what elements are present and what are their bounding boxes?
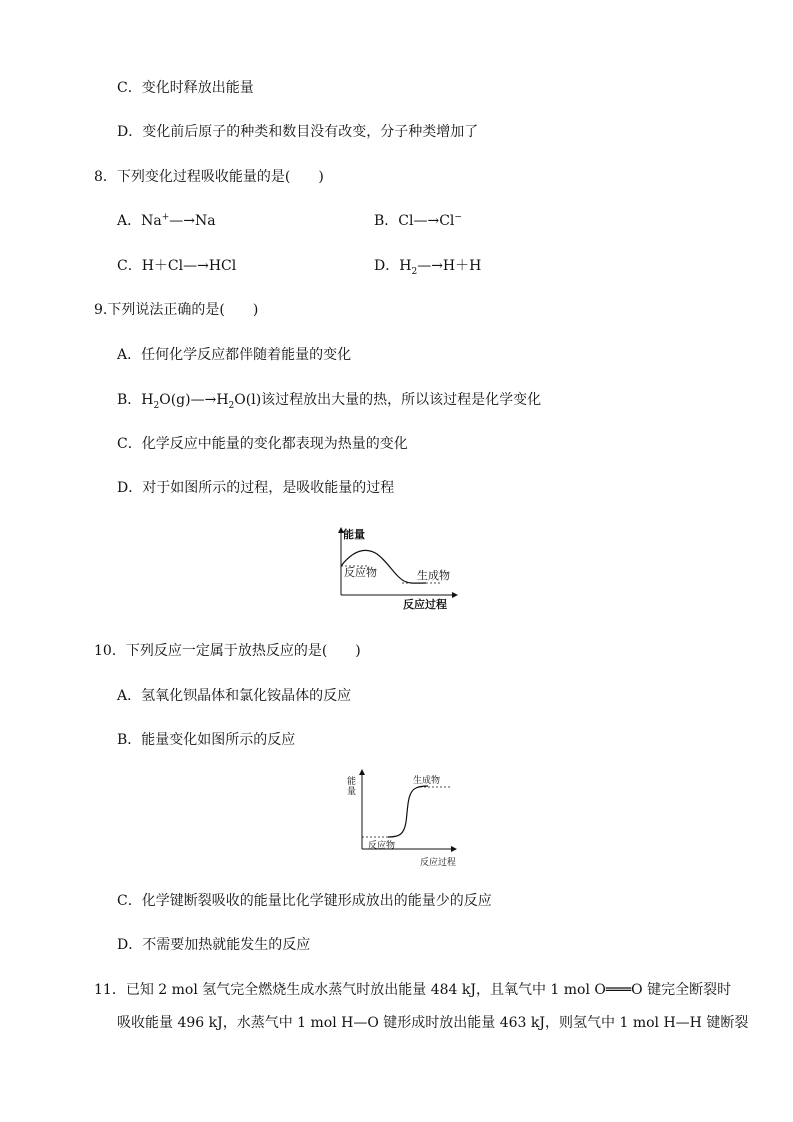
energy-diagram-2 xyxy=(344,766,469,874)
q7-option-d: D．变化前后原子的种类和数目没有改变，分子种类增加了 xyxy=(117,124,479,140)
q10-option-c: C．化学键断裂吸收的能量比化学键形成放出的能量少的反应 xyxy=(117,893,492,909)
q8-option-d: D．$H_2—\to H+H$ xyxy=(374,258,482,277)
y-axis-label-bottom: 量 xyxy=(347,787,357,797)
y-axis-label: 能量 xyxy=(343,528,365,541)
q8-option-b: B．Cl—→Cl− xyxy=(374,212,462,229)
x-axis-label: 反应过程 xyxy=(420,858,457,868)
q11-stem-line-1: 11．已知 2 mol 氢气完全燃烧生成水蒸气时放出能量 484 kJ，且氧气中 1 mol O═══O 键完全断裂时 xyxy=(94,982,732,998)
q9-stem: 9.下列说法正确的是( ) xyxy=(94,302,259,318)
y-axis-label-top: 能 xyxy=(347,777,357,787)
energy-diagram-1 xyxy=(330,522,465,614)
reactant-label: 反应物 xyxy=(344,566,377,579)
q7-option-c: C．变化时释放出能量 xyxy=(117,80,254,96)
product-label: 生成物 xyxy=(413,776,441,786)
reactant-label: 反应物 xyxy=(368,841,396,851)
q10-stem: 10．下列反应一定属于放热反应的是( ) xyxy=(94,643,361,659)
energy-curve xyxy=(388,786,428,837)
q10-option-a: A．氢氧化钡晶体和氯化铵晶体的反应 xyxy=(117,688,352,704)
q9-option-b: B．$H_2O(g)—\to H_2O(l)$该过程放出大量的热，所以该过程是化学变化 xyxy=(117,392,542,411)
q10-option-d: D．不需要加热就能发生的反应 xyxy=(117,937,311,953)
product-label: 生成物 xyxy=(417,569,450,582)
q8-option-a: A．Na+—→Na xyxy=(117,212,216,229)
q9-option-c: C．化学反应中能量的变化都表现为热量的变化 xyxy=(117,436,408,452)
q9-option-d: D．对于如图所示的过程，是吸收能量的过程 xyxy=(117,480,395,496)
q8-option-c: C．H＋Cl—→HCl xyxy=(117,258,237,274)
x-axis-label: 反应过程 xyxy=(403,598,447,611)
q8-stem: 8．下列变化过程吸收能量的是( ) xyxy=(94,169,324,185)
q11-stem-line-2: 吸收能量 496 kJ，水蒸气中 1 mol H—O 键形成时放出能量 463 kJ，则氢气中 1 mol H—H 键断裂 xyxy=(117,1015,749,1031)
q10-option-b: B．能量变化如图所示的反应 xyxy=(117,732,296,748)
q9-option-a: A．任何化学反应都伴随着能量的变化 xyxy=(117,347,352,363)
